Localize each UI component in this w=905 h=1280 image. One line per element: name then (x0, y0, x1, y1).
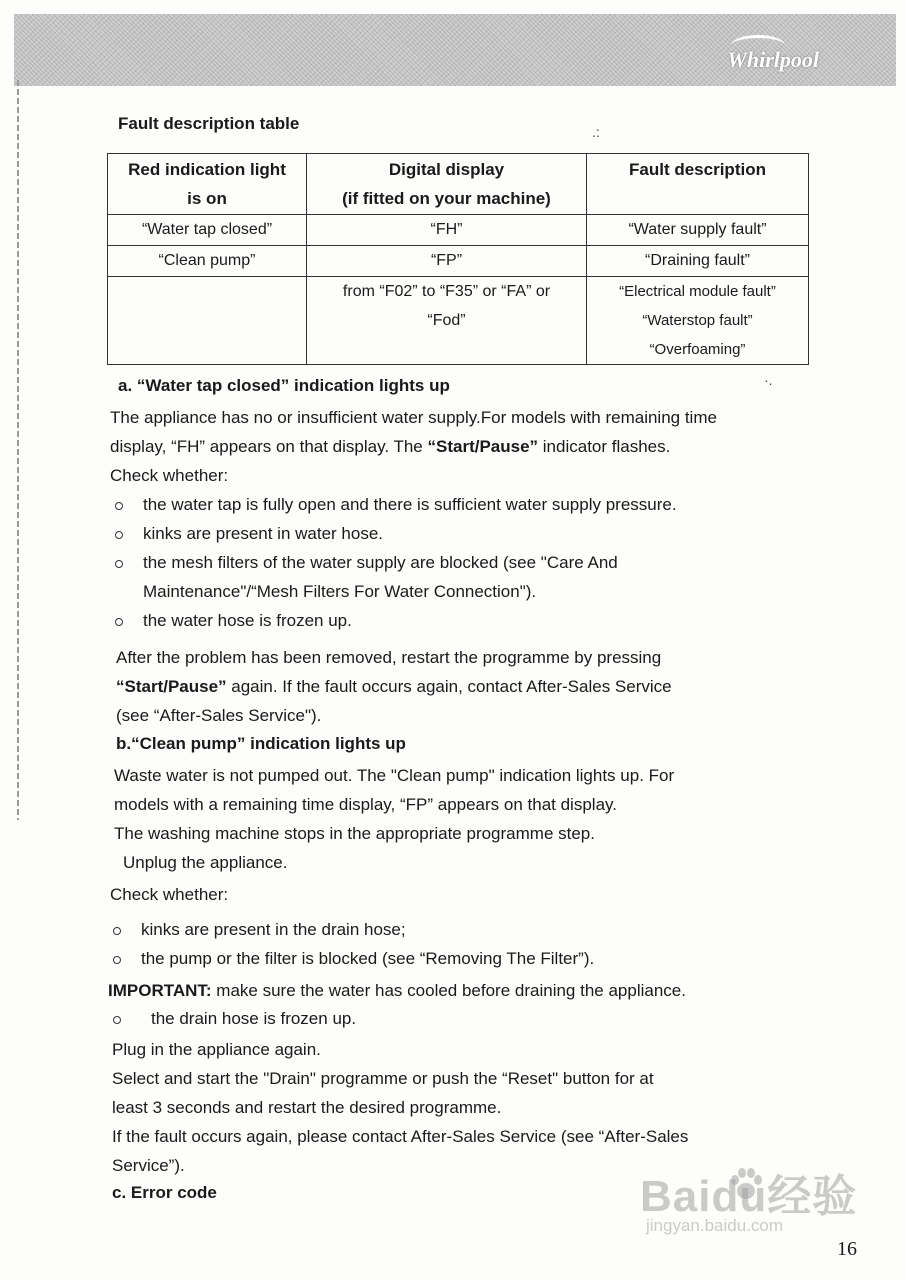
list-item: the drain hose is frozen up. (109, 1004, 356, 1033)
header-digital-display: Digital display (if fitted on your machine) (307, 154, 587, 215)
section-c-heading: c. Error code (112, 1183, 217, 1202)
list-item: the water tap is fully open and there is sufficient water supply pressure. (111, 490, 677, 519)
important-note: IMPORTANT: make sure the water has cooled before draining the appliance. (108, 981, 686, 1000)
section-b-description: Waste water is not pumped out. The "Clean pump" indication lights up. For models with a remaining time display, “FP” appears on that display. The washing machine stops in the appropriate programme step. Unplug the appliance. (114, 766, 675, 872)
fault-table (107, 153, 809, 365)
section-a-heading: a. “Water tap closed” indication lights up (118, 376, 450, 395)
scan-speck: ·. (764, 372, 773, 388)
cell-light: “Clean pump” (108, 246, 307, 277)
watermark-url: jingyan.baidu.com (646, 1216, 784, 1235)
table-row (108, 215, 809, 246)
table-row (108, 246, 809, 277)
watermark-brand: Baidu经验 (640, 1172, 858, 1221)
list-item: the mesh filters of the water supply are blocked (see "Care And Maintenance"/“Mesh Filters For Water Connection"). (111, 548, 677, 606)
section-b-heading: b.“Clean pump” indication lights up (116, 734, 406, 753)
section-b-check: Check whether: (110, 885, 229, 904)
page-number: 16 (837, 1238, 857, 1260)
cell-description: “Water supply fault” (587, 215, 809, 246)
section-a-checklist (111, 490, 677, 635)
cell-display: “FH” (307, 215, 587, 246)
table-header-row (108, 154, 809, 215)
brand-logo: Whirlpool (727, 47, 819, 72)
header-fault-description: Fault description (587, 154, 809, 215)
cell-description: “Electrical module fault” “Waterstop fault” “Overfoaming” (587, 277, 809, 365)
binding-edge (17, 80, 19, 820)
cell-display: from “F02” to “F35” or “FA” or “Fod” (307, 277, 587, 365)
list-item: kinks are present in water hose. (111, 519, 677, 548)
list-item: the water hose is frozen up. (111, 606, 677, 635)
fault-table-title: Fault description table (118, 114, 300, 133)
section-a-intro: The appliance has no or insufficient water supply.For models with remaining time display, “FH” appears on that display. The “Start/Pause” indicator flashes. Check whether: (110, 408, 717, 485)
table-row (108, 277, 809, 365)
cell-description: “Draining fault” (587, 246, 809, 277)
list-item: the pump or the filter is blocked (see “Removing The Filter”). (109, 944, 594, 973)
scan-speck: .: (592, 124, 600, 140)
list-item: kinks are present in the drain hose; (109, 915, 594, 944)
cell-light: “Water tap closed” (108, 215, 307, 246)
baidu-watermark (640, 1160, 860, 1245)
section-a-after: After the problem has been removed, restart the programme by pressing “Start/Pause” again. If the fault occurs again, contact After-Sales Service (see “After-Sales Service"). (116, 648, 672, 725)
header-red-light: Red indication light is on (108, 154, 307, 215)
cell-display: “FP” (307, 246, 587, 277)
cell-light (108, 277, 307, 365)
section-b-checklist (109, 915, 594, 973)
section-b-closing: Plug in the appliance again. Select and start the "Drain" programme or push the “Reset" button for at least 3 seconds and restart the desired programme. If the fault occurs again, please contact After-Sales Service (see “After-Sales Service”). (112, 1040, 689, 1175)
section-b-checklist-extra (109, 1004, 356, 1033)
